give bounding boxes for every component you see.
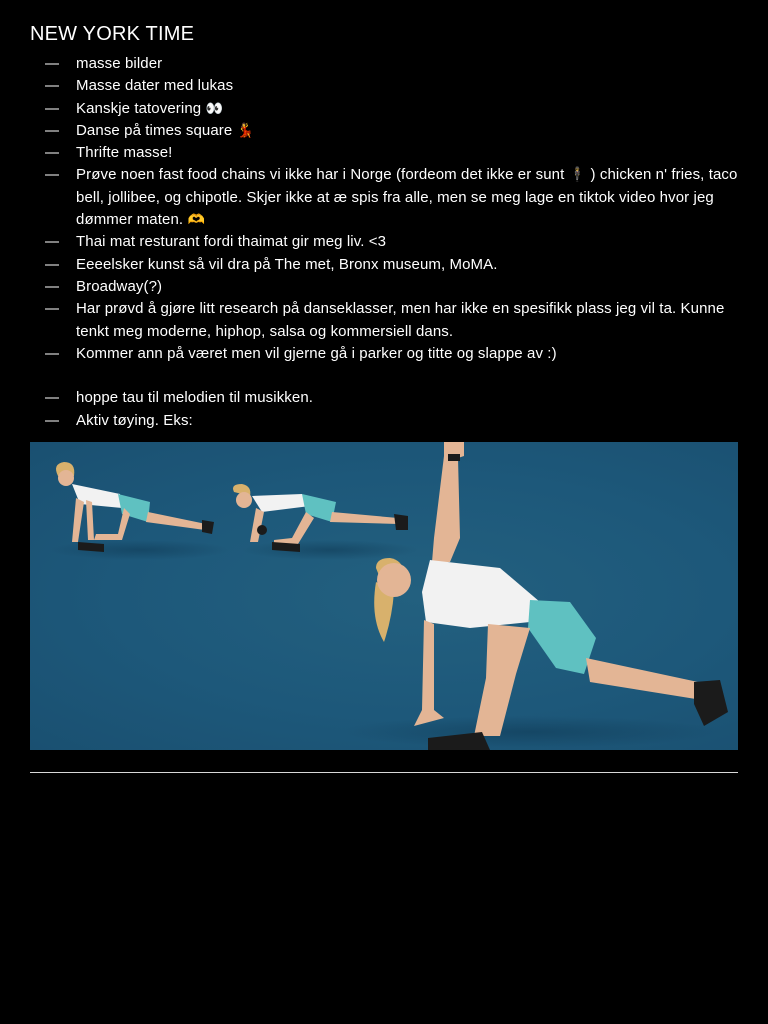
- list-item: — Danse på times square 💃: [30, 120, 738, 142]
- divider: [30, 772, 738, 773]
- note-title: NEW YORK TIME: [30, 23, 195, 45]
- note-content: [30, 20, 738, 432]
- list-item: — Thai mat resturant fordi thaimat gir meg liv. <3: [30, 231, 738, 253]
- list-item: — Har prøvd å gjøre litt research på danseklasser, men har ikke en spesifikk plass jeg vil ta. Kunne tenkt meg moderne, hiphop, salsa og kommersiell dans.: [30, 298, 738, 343]
- eyes-emoji: 👀: [205, 100, 224, 117]
- list-item: — masse bilder: [30, 53, 738, 75]
- figure-pose-3: [340, 442, 728, 750]
- list-item: — Thrifte masse!: [30, 142, 738, 164]
- figure-pose-1: [50, 462, 230, 560]
- figure-pose-2: [233, 484, 418, 560]
- list-item: — Kanskje tatovering 👀: [30, 98, 738, 120]
- bullet-list: [30, 53, 738, 432]
- list-item: — Masse dater med lukas: [30, 75, 738, 97]
- man-emoji: 🕴: [568, 167, 587, 184]
- dancer-emoji: 💃: [236, 122, 255, 139]
- list-item: — Aktiv tøying. Eks:: [30, 410, 738, 432]
- exercise-illustration: [30, 442, 738, 750]
- list-item: — Broadway(?): [30, 276, 738, 298]
- list-item: — Kommer ann på været men vil gjerne gå i parker og titte og slappe av :): [30, 343, 738, 365]
- list-item: — Eeeelsker kunst så vil dra på The met, Bronx museum, MoMA.: [30, 254, 738, 276]
- list-item: — hoppe tau til melodien til musikken.: [30, 387, 738, 409]
- blank-line: [30, 365, 738, 387]
- heart-hands-emoji: 🫶: [187, 212, 205, 229]
- list-item: — Prøve noen fast food chains vi ikke har i Norge (fordeom det ikke er sunt 🕴 ) chicken n' fries, taco bell, jollibee, og chipotle. Skjer ikke at æ spis fra alle, men se meg lage en tiktok video hvor jeg dømmer maten. 🫶: [30, 164, 738, 231]
- stretching-exercise-photo[interactable]: [30, 442, 738, 750]
